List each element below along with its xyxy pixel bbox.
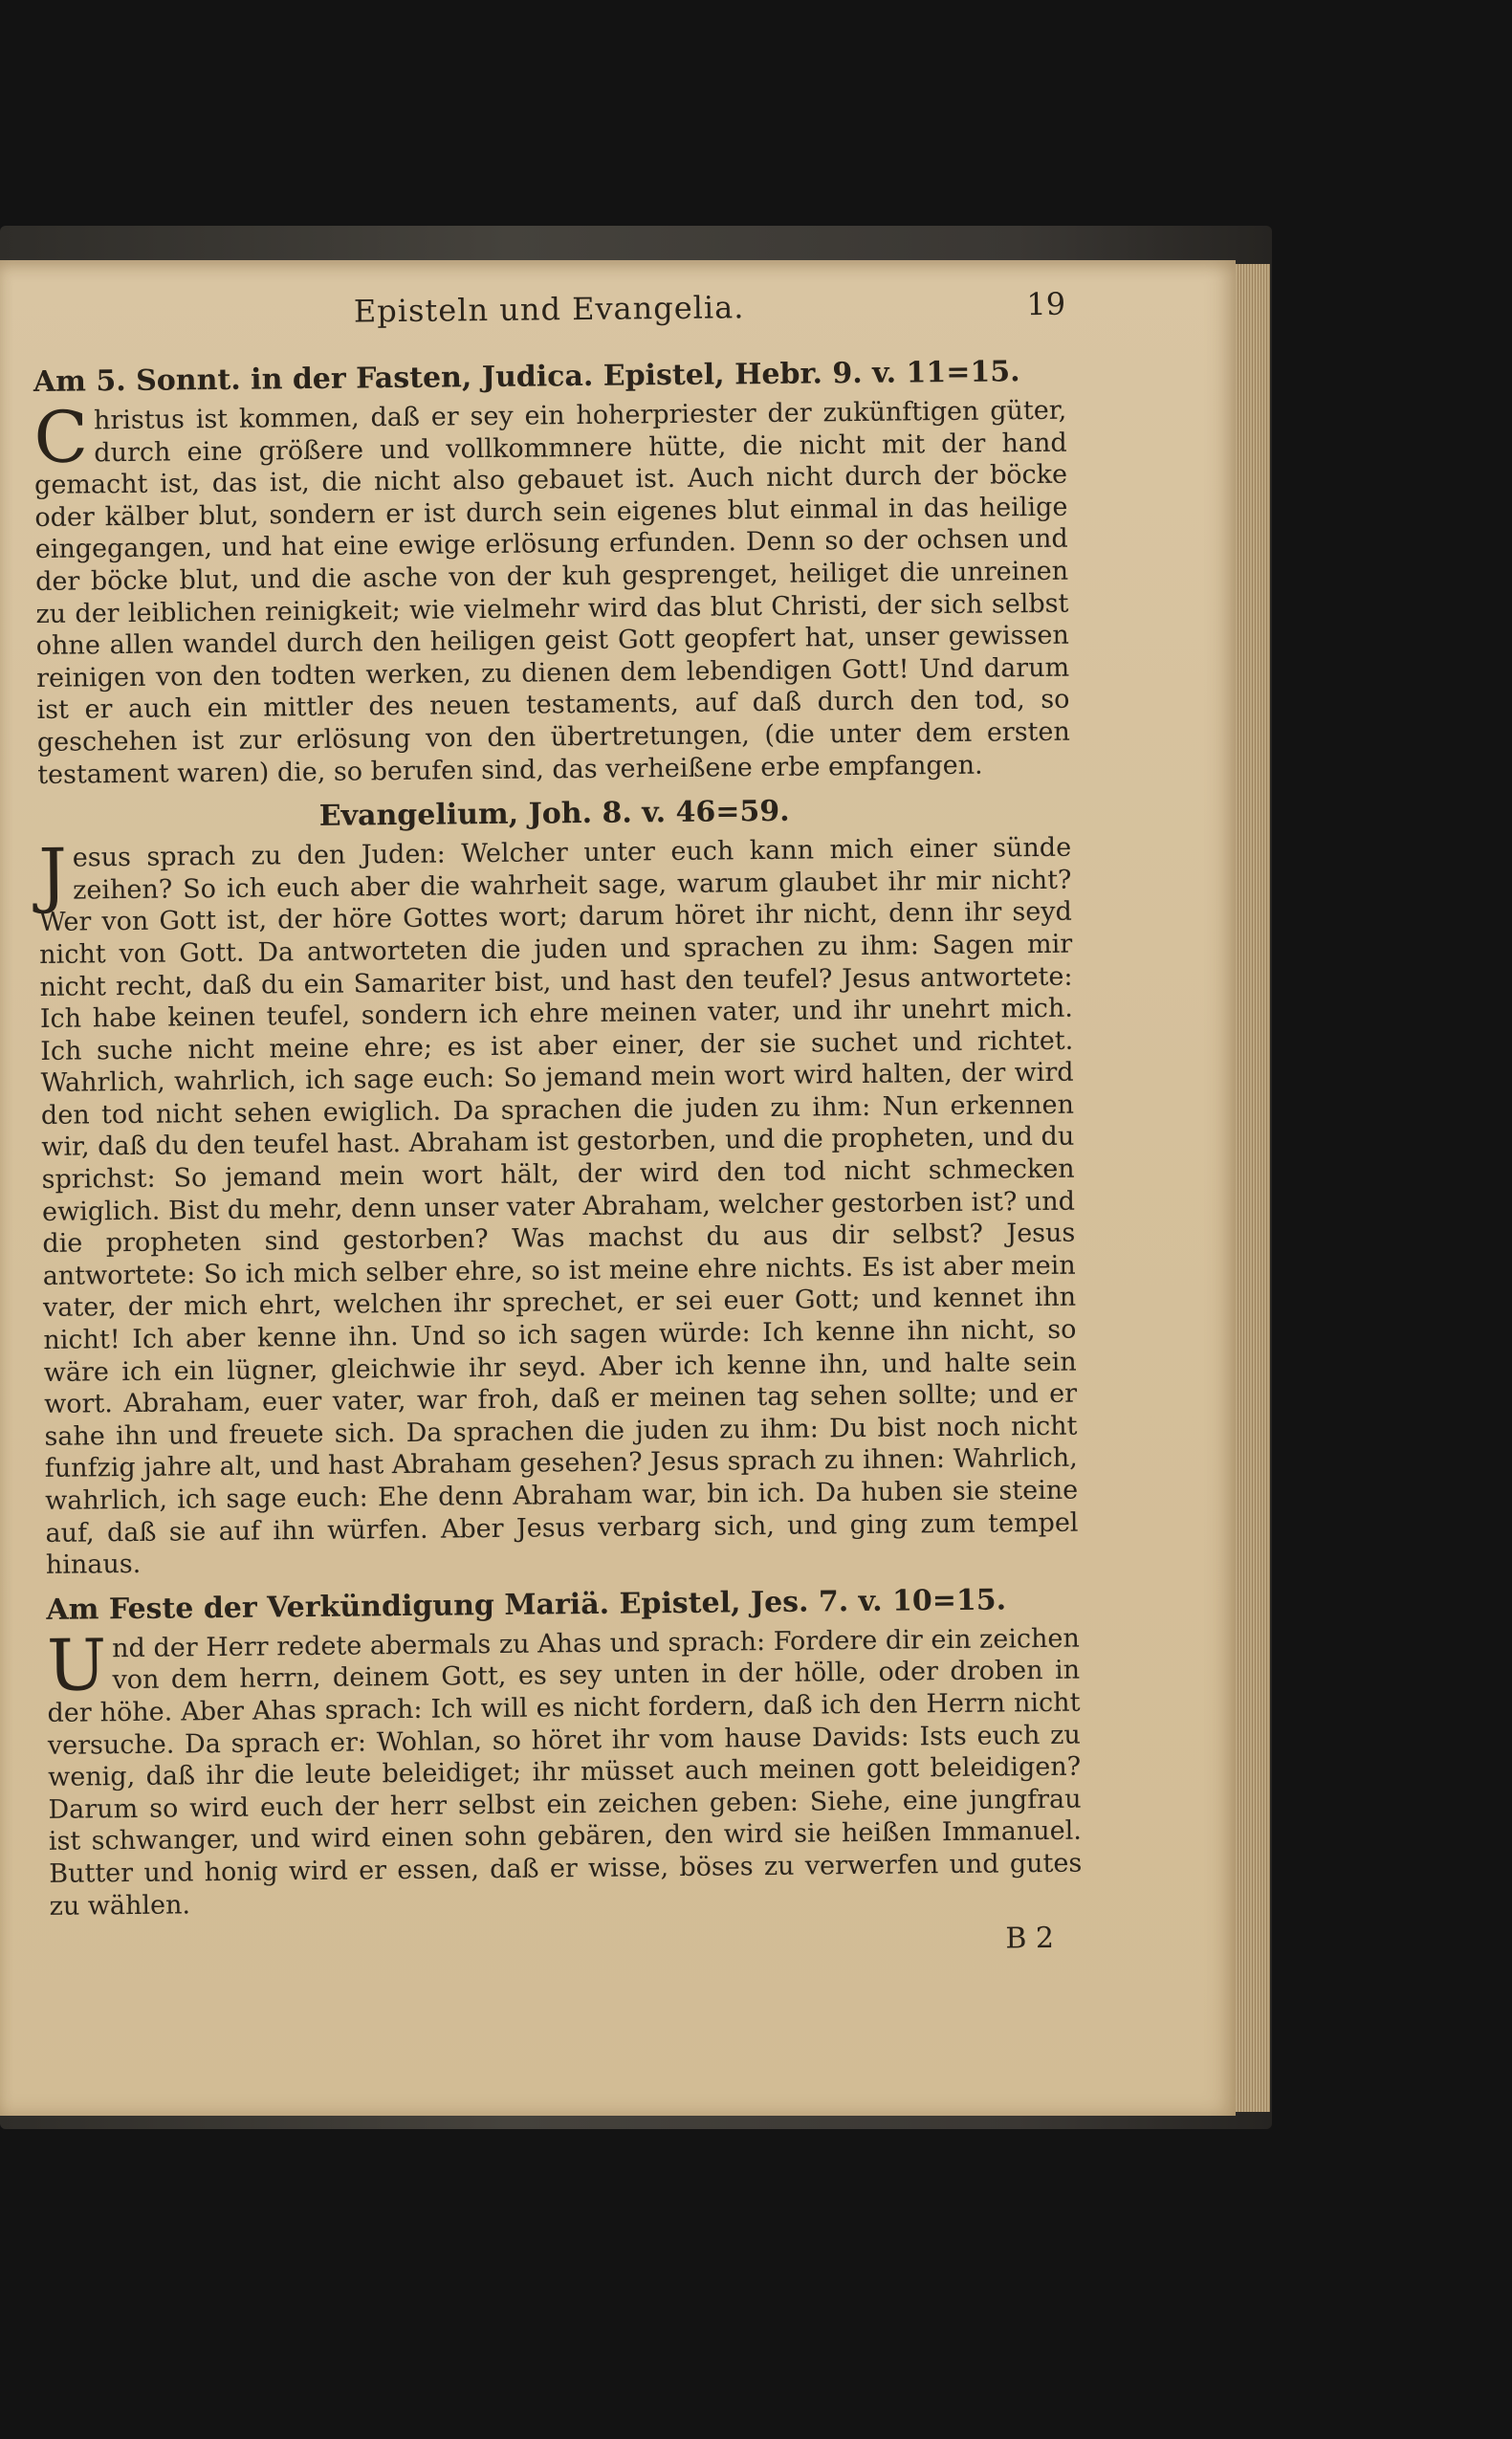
drop-cap: C — [33, 396, 89, 479]
section-heading-evangelium: Evangelium, Joh. 8. v. 46=59. — [318, 794, 790, 834]
paragraph-body: esus sprach zu den Juden: Welcher unter euch kann mich einer sünde zeihen? So ich euch aber die wahrheit sage, warum glaubet ihr mir nicht? Wer von Gott ist, der höre Gottes wort; darum höret ihr nicht, denn ihr seyd nicht von Gott. Da antworteten die juden und sprachen zu ihm: Sagen mir nicht recht, daß du ein Samariter bist, und hast den teufel? Jesus antwortete: Ich habe keinen teufel, sondern ich ehre meinen vater, und ihr unehrt mich. Ich suche nicht meine ehre; es ist aber einer, der sie suchet und richtet. Wahrlich, wahrlich, ich sage euch: So jemand mein wort wird halten, der wird den tod nicht sehen ewiglich. Da sprachen die juden zu ihm: Nun erkennen wir, daß du den teufel hast. Abraham ist gestorben, und die propheten, und du sprichst: So jemand mein wort hält, der wird den tod nicht schmecken ewiglich. Bist du mehr, denn unser vater Abraham, welcher gestorben ist? und die propheten sind gestorben? Was machst du aus dir selbst? Jesus antwortete: So ich mich selber ehre, so ist meine ehre nichts. Es ist aber mein vater, der mich ehrt, welchen ihr sprechet, er sei euer Gott; und kennet ihn nicht! Ich aber kenne ihn. Und so ich sagen würde: Ich kenne ihn nicht, so wäre ich ein lügner, gleichwie ihr seyd. Aber ich kenne ihn, und halte sein wort. Abraham, euer vater, war froh, daß er meinen tag sehen sollte; und er sahe ihn und freuete sich. Da sprachen die juden zu ihm: Du bist noch nicht funfzig jahre alt, und hast Abraham gesehen? Jesus sprach zu ihnen: Wahrlich, wahrlich, ich sage euch: Ehe denn Abraham war, bin ich. Da huben sie steine auf, daß sie auf ihn würfen. Aber Jesus verbarg sich, und ging zum tempel hinaus. — [38, 832, 1079, 1581]
running-title: Episteln und Evangelia. — [353, 289, 745, 330]
page-number: 19 — [1026, 285, 1066, 323]
section-text-evangelium — [38, 832, 1079, 1582]
section-text-judica — [33, 395, 1070, 791]
paragraph-body: nd der Herr redete abermals zu Ahas und sprach: Fordere dir ein zeichen von dem herrn, deinem Gott, es sey unten in der hölle, oder droben in der höhe. Aber Ahas sprach: Ich will es nicht fordern, daß ich den Herrn nicht versuche. Da sprach er: Wohlan, so höret ihr vom hause Davids: Ists euch zu wenig, daß ihr die leute beleidiget; ihr müsset auch meinen gott beleidigen? Darum so wird euch der herr selbst ein zeichen geben: Siehe, eine jungfrau ist schwanger, und wird einen sohn gebären, den wird sie heißen Immanuel. Butter und honig wird er essen, daß er wisse, böses zu verwerfen und gutes zu wählen. — [47, 1623, 1083, 1922]
page-edges — [1236, 264, 1270, 2112]
running-head — [33, 286, 1066, 354]
section-heading-verkuendigung: Am Feste der Verkündigung Mariä. Epistel, Jes. 7. v. 10=15. — [46, 1583, 1007, 1627]
page-content — [33, 286, 1083, 1966]
section-text-verkuendigung — [47, 1622, 1083, 1923]
paragraph-body: hristus ist kommen, daß er sey ein hoherpriester der zukünftigen güter, durch eine größere und vollkommnere hütte, die nicht mit der hand gemacht ist, das ist, die nicht also gebauet ist. Auch nicht durch der böcke oder kälber blut, sondern er ist durch sein eigenes blut einmal in das heilige eingegangen, und hat eine ewige erlösung erfunden. Denn so der ochsen und der böcke blut, und die asche von der kuh gesprenget, heiliget die unreinen zu der leiblichen reinigkeit; wie vielmehr wird das blut Christi, der sich selbst ohne allen wandel durch den heiligen geist Gott geopfert hat, unser gewissen reinigen von den todten werken, zu dienen dem lebendigen Gott! Und darum ist er auch ein mittler des neuen testaments, auf daß durch den tod, so geschehen ist zur erlösung von den übertretungen, (die unter dem ersten testament waren) die, so berufen sind, das verheißene erbe empfangen. — [33, 395, 1070, 790]
drop-cap: J — [37, 833, 68, 917]
drop-cap: U — [46, 1624, 107, 1707]
section-heading-judica: Am 5. Sonnt. in der Fasten, Judica. Epistel, Hebr. 9. v. 11=15. — [33, 355, 1020, 399]
signature-mark: B 2 — [1005, 1922, 1055, 1956]
